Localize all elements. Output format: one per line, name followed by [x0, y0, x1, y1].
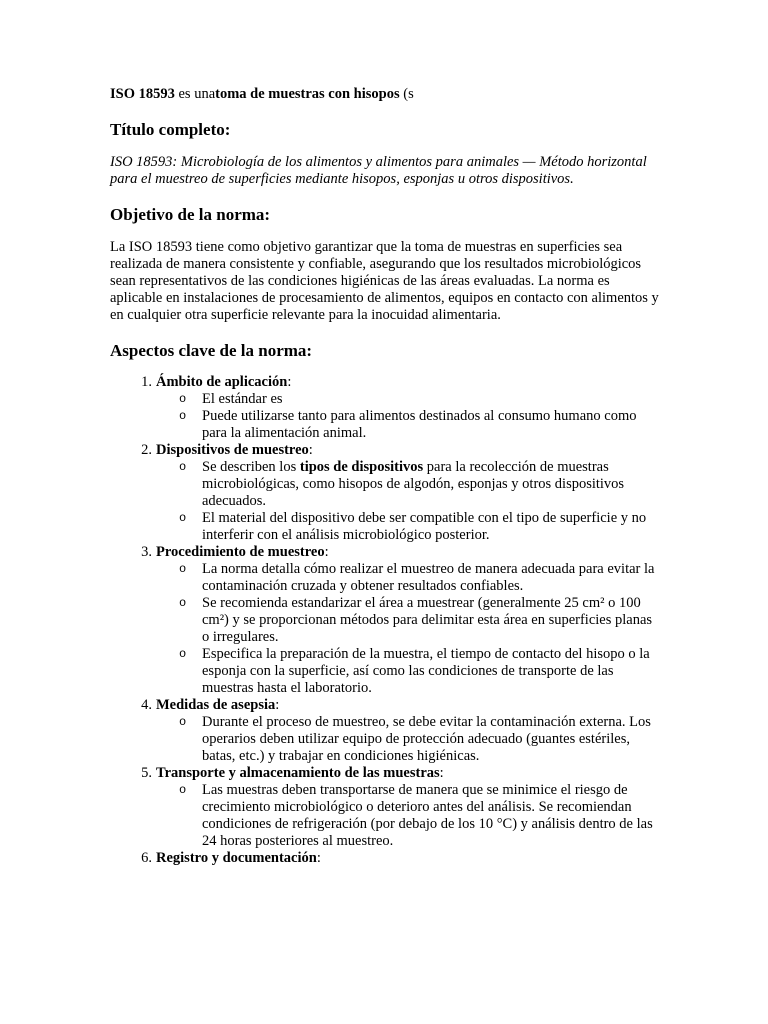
sub-list — [156, 714, 660, 765]
document-page — [110, 86, 660, 867]
bullet-icon: o — [179, 511, 187, 525]
sub-item-text: Durante el proceso de muestreo, se debe evitar la contaminación externa. Los operarios deben utilizar equipo de protección adecuado (guantes estériles, batas, etc.) y trabajar en condiciones higiénicas. — [202, 714, 651, 764]
list-item-colon: : — [439, 765, 444, 781]
bullet-icon: o — [179, 562, 187, 576]
sub-list — [156, 391, 660, 442]
intro-line — [110, 86, 660, 103]
sub-item-bold-text: tipos de dispositivos — [299, 459, 424, 475]
objetivo-heading: Objetivo de la norma: — [110, 205, 271, 224]
objetivo-text: La ISO 18593 tiene como objetivo garantizar que la toma de muestras en superficies sea realizada de manera consistente y confiable, asegurando que los resultados microbiológicos sean representativos de las condiciones higiénicas de las áreas evaluadas. La norma es aplicable en instalaciones de procesamiento de alimentos, equipos en contacto con alimentos y en cualquier otra superficie relevante para la inocuidad alimentaria. — [110, 239, 659, 323]
list-item-title: Procedimiento de muestreo — [156, 544, 325, 560]
list-item — [141, 850, 660, 867]
sub-list-item — [179, 782, 660, 850]
bullet-icon: o — [179, 460, 187, 474]
sub-list — [156, 459, 660, 544]
list-item — [141, 374, 660, 442]
intro-tail: (s — [399, 86, 414, 102]
sub-item-text: La norma detalla cómo realizar el muestreo de manera adecuada para evitar la contaminación cruzada y obtener resultados confiables. — [202, 561, 655, 594]
list-item-number: 2. — [141, 442, 152, 458]
titulo-text: ISO 18593: Microbiología de los alimentos y alimentos para animales — Método horizontal para el muestreo de superficies mediante hisopos, esponjas u otros dispositivos. — [110, 154, 647, 187]
sub-item-text: Las muestras deben transportarse de manera que se minimice el riesgo de crecimiento microbiológico o deterioro antes del análisis. Se recomiendan condiciones de refrigeración (por debajo de los 10 °C) y análisis dentro de las 24 horas posteriores al muestreo. — [202, 782, 653, 849]
sub-item-text: Se recomienda estandarizar el área a muestrear (generalmente 25 cm² o 100 cm²) y se proporcionan métodos para delimitar esta área en superficies planas o irregulares. — [202, 595, 653, 645]
sub-list-item — [179, 408, 660, 442]
bullet-icon: o — [179, 715, 187, 729]
list-item-number: 3. — [141, 544, 152, 560]
list-item — [141, 697, 660, 765]
sub-item-text: El estándar es — [202, 391, 283, 407]
list-item-colon: : — [275, 697, 280, 713]
intro-highlight: toma de muestras con hisopos — [215, 86, 400, 102]
sub-item-text-tail: para la recolección de muestras microbiológicas, como hisopos de algodón, esponjas y otros dispositivos adecuados. — [202, 459, 625, 509]
list-item-colon: : — [308, 442, 313, 458]
sub-list-item — [179, 714, 660, 765]
sub-list-item — [179, 646, 660, 697]
intro-connector: es una — [174, 86, 216, 102]
bullet-icon: o — [179, 596, 187, 610]
list-item-number: 5. — [141, 765, 152, 781]
list-item-title: Dispositivos de muestreo — [156, 442, 309, 458]
sub-list-item — [179, 510, 660, 544]
bullet-icon: o — [179, 647, 187, 661]
list-item — [141, 544, 660, 697]
bullet-icon: o — [179, 409, 187, 423]
sub-list-item — [179, 391, 660, 408]
sub-list-item — [179, 595, 660, 646]
list-item-number: 6. — [141, 850, 152, 866]
sub-item-text: Se describen los — [202, 459, 300, 475]
list-item-title: Medidas de asepsia — [156, 697, 276, 713]
list-item-title: Ámbito de aplicación — [156, 374, 288, 390]
list-item-colon: : — [287, 374, 292, 390]
list-item-colon: : — [316, 850, 321, 866]
sub-item-text: El material del dispositivo debe ser compatible con el tipo de superficie y no interferir con el análisis microbiológico posterior. — [202, 510, 647, 543]
list-item — [141, 765, 660, 850]
list-item — [141, 442, 660, 544]
sub-item-text: Especifica la preparación de la muestra, el tiempo de contacto del hisopo o la esponja con la superficie, así como las condiciones de transporte de las muestras hasta el laboratorio. — [202, 646, 650, 696]
list-item-title: Transporte y almacenamiento de las muestras — [156, 765, 440, 781]
bullet-icon: o — [179, 783, 187, 797]
sub-list — [156, 561, 660, 697]
sub-list-item — [179, 561, 660, 595]
sub-item-text: Puede utilizarse tanto para alimentos destinados al consumo humano como para la alimentación animal. — [202, 408, 637, 441]
titulo-heading: Título completo: — [110, 120, 231, 139]
sub-list — [156, 782, 660, 850]
aspectos-heading: Aspectos clave de la norma: — [110, 341, 313, 360]
iso-code: ISO 18593 — [110, 86, 175, 102]
bullet-icon: o — [179, 392, 187, 406]
aspectos-list — [110, 374, 660, 867]
list-item-number: 1. — [141, 374, 152, 390]
list-item-number: 4. — [141, 697, 152, 713]
list-item-title: Registro y documentación — [156, 850, 317, 866]
list-item-colon: : — [324, 544, 329, 560]
sub-list-item — [179, 459, 660, 510]
